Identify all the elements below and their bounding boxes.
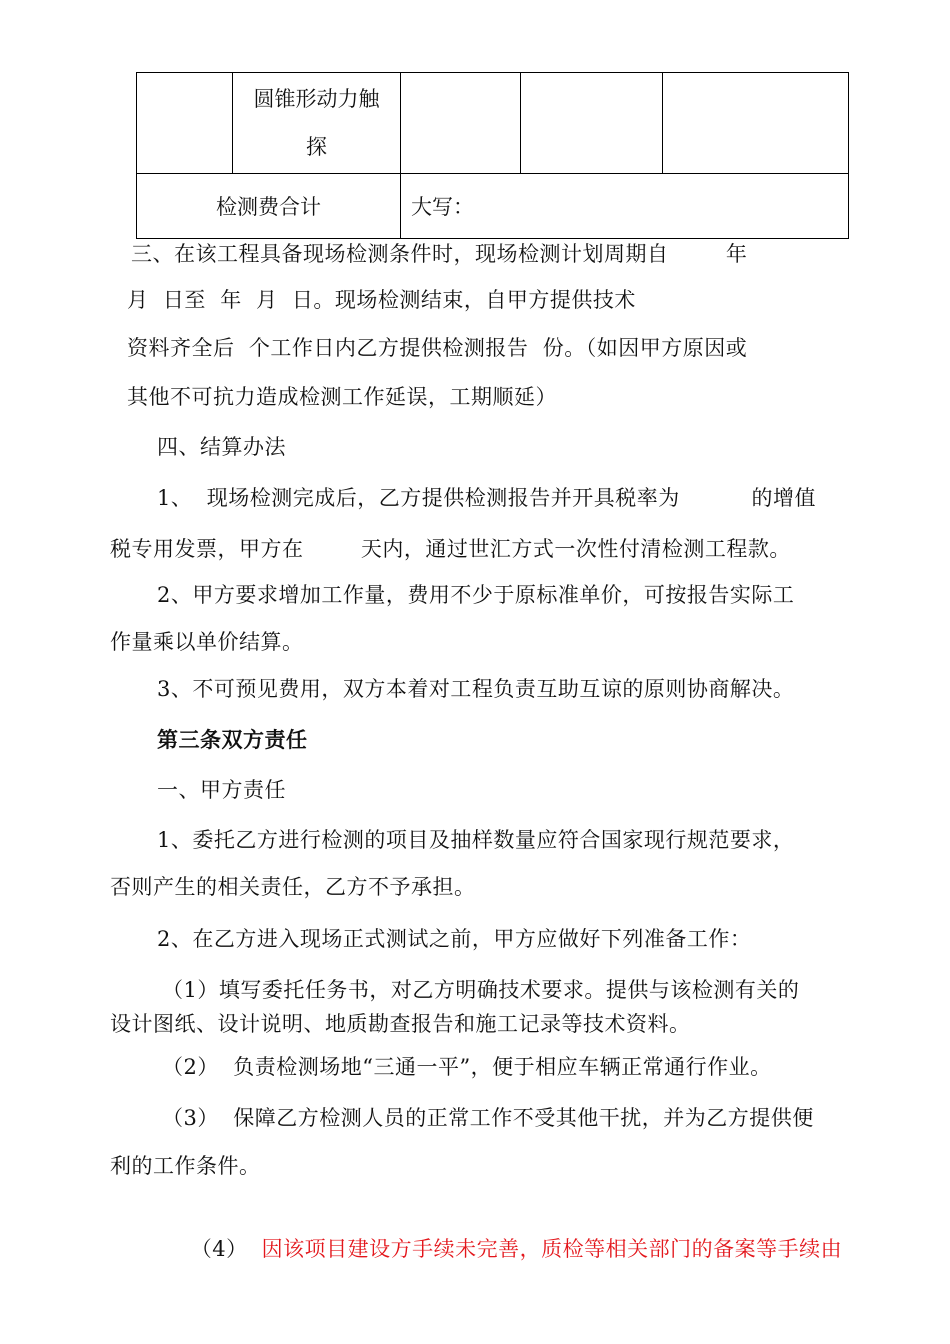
method-line-1: 圆锥形动力触 [253,87,380,111]
para-a2-1-line-2: 设计图纸、设计说明、地质勘查报告和施工记录等技术资料。 [110,1012,691,1036]
para-a1-line-2: 否则产生的相关责任，乙方不予承担。 [110,875,476,899]
table-cell-empty [663,73,849,174]
para-a2-1-line-1: （1）填写委托任务书，对乙方明确技术要求。提供与该检测有关的 [162,978,800,1002]
table-cell-method [233,73,401,174]
daxie-cell: 大写： [401,174,849,239]
para-a2-3-line-2: 利的工作条件。 [110,1154,261,1178]
para-4-1-line-1: 1、 现场检测完成后，乙方提供检测报告并开具税率为 的增值 [157,486,816,510]
table-row [137,73,849,174]
para-a2-4-prefix: （4） [190,1237,248,1261]
para-4-3: 3、不可预见费用，双方本着对工程负责互助互谅的原则协商解决。 [157,677,795,701]
section-4-heading: 四、结算办法 [157,435,286,459]
article-3-heading: 第三条双方责任 [157,727,308,752]
para-3-line-3: 资料齐全后 个工作日内乙方提供检测报告 份。（如因甲方原因或 [127,336,748,360]
para-a2-2: （2） 负责检测场地“三通一平”，便于相应车辆正常通行作业。 [162,1055,772,1079]
para-4-2-line-1: 2、甲方要求增加工作量，费用不少于原标准单价，可按报告实际工 [157,583,795,607]
para-4-1-line-2: 税专用发票，甲方在 天内，通过世汇方式一次性付清检测工程款。 [110,537,791,561]
para-a2: 2、在乙方进入现场正式测试之前，甲方应做好下列准备工作： [157,927,752,951]
total-label-cell: 检测费合计 [137,174,401,239]
para-3-line-4: 其他不可抗力造成检测工作延误，工期顺延） [127,385,557,409]
table-cell-empty [137,73,233,174]
para-3-line-1: 三、在该工程具备现场检测条件时，现场检测计划周期自 年 [131,242,748,266]
table-cell-empty [401,73,521,174]
para-a2-4-highlighted-text: 因该项目建设方手续未完善，质检等相关部门的备案等手续由 [261,1237,843,1261]
table-cell-empty [521,73,663,174]
method-line-2: 探 [306,135,327,159]
fee-table [136,72,849,239]
para-3-line-2: 月 日至 年 月 日。现场检测结束，自甲方提供技术 [127,288,636,312]
table-row-total [137,174,849,239]
para-4-2-line-2: 作量乘以单价结算。 [110,630,304,654]
para-a2-3-line-1: （3） 保障乙方检测人员的正常工作不受其他干扰，并为乙方提供便 [162,1106,814,1130]
para-a1-line-1: 1、委托乙方进行检测的项目及抽样数量应符合国家现行规范要求， [157,828,795,852]
party-a-heading: 一、甲方责任 [157,778,286,802]
para-a2-4 [162,1207,842,1291]
